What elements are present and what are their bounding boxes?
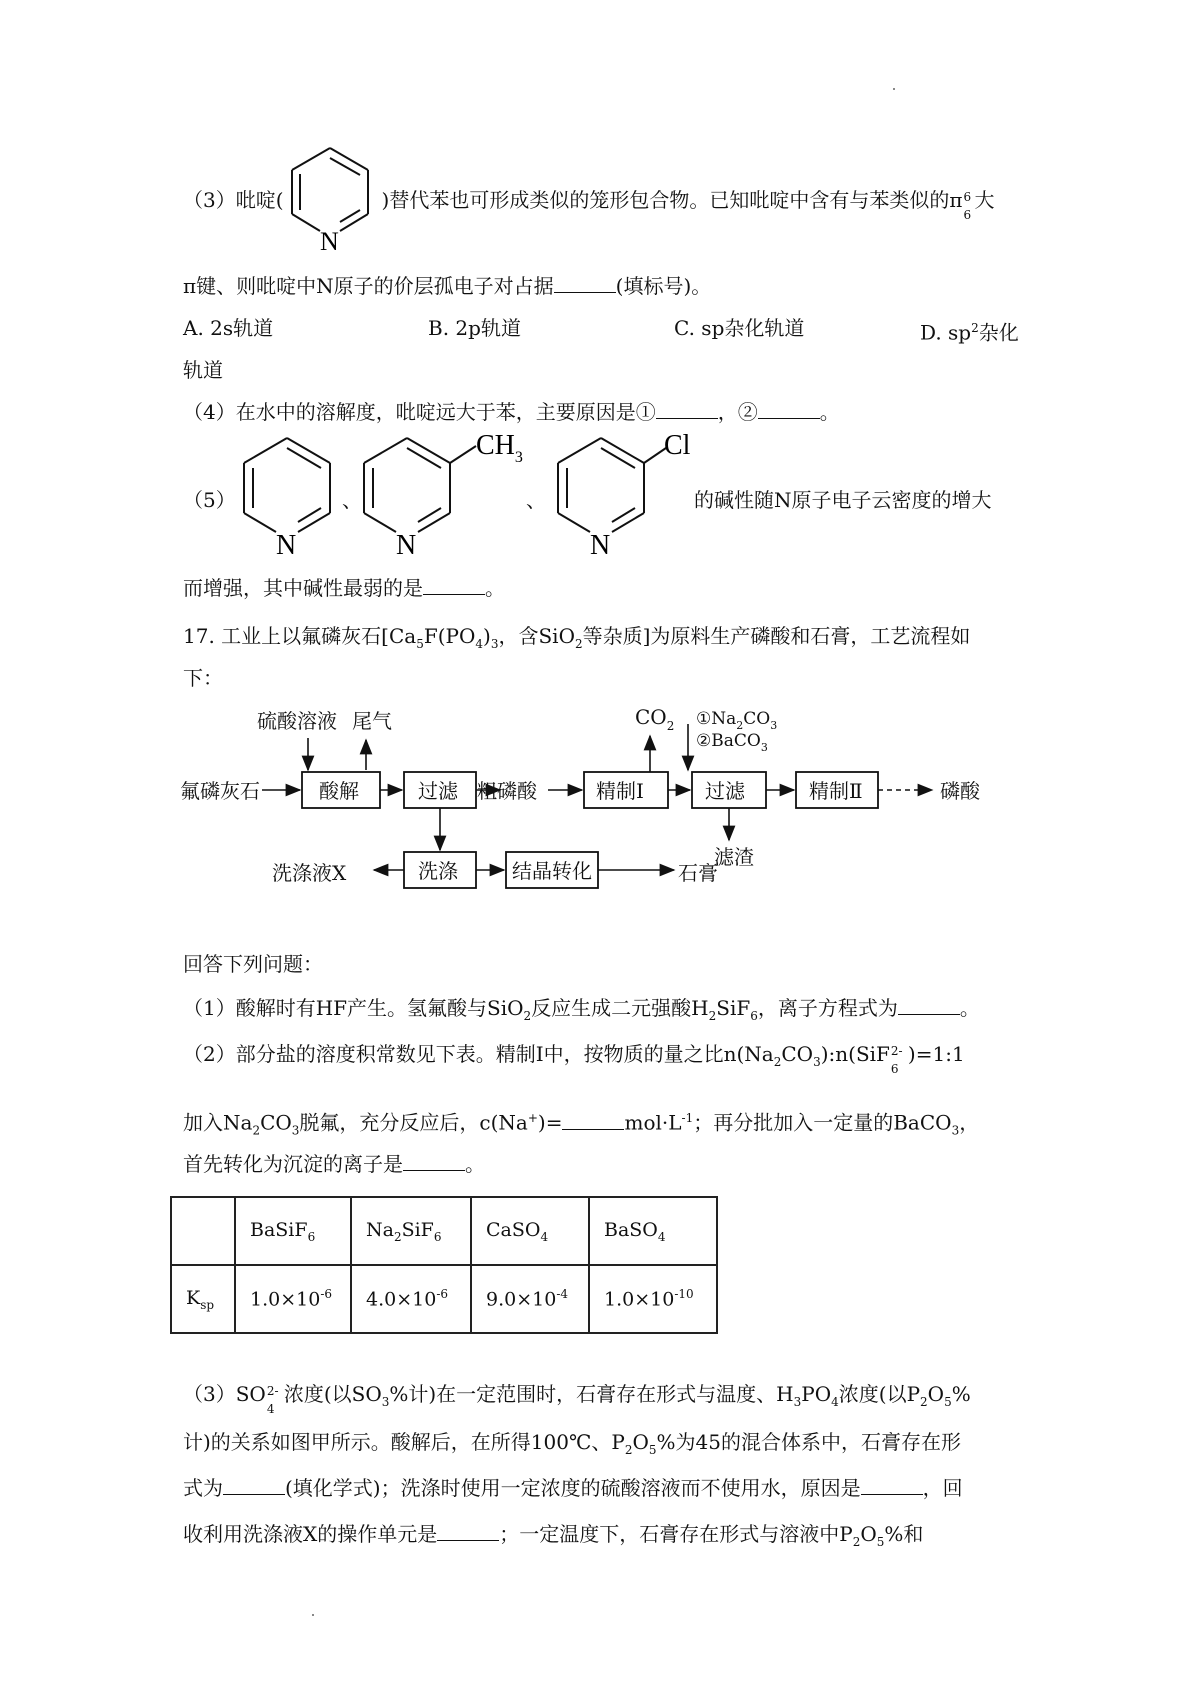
answer-blank[interactable] xyxy=(423,576,485,595)
table-cell: $4.0\times 10^{-6}$ xyxy=(351,1265,471,1333)
answer-blank[interactable] xyxy=(562,1111,624,1130)
answer-blank[interactable] xyxy=(656,400,718,419)
q3-option-c: C. sp杂化轨道 xyxy=(674,316,805,340)
scan-speck xyxy=(312,1614,314,1616)
n-atom-label: N xyxy=(396,530,417,561)
pyridine-structure-q3 xyxy=(282,140,378,260)
table-header-cell: BaSiF$_6$ xyxy=(235,1197,351,1265)
svg-text:精制Ⅰ: 精制Ⅰ xyxy=(596,779,644,803)
q17-part3-line2: 计)的关系如图甲所示。酸解后，在所得100℃、$P_2O_5\%$为45的混合体系中，石膏存在形 xyxy=(183,1430,961,1457)
tail-gas-label: 尾气 xyxy=(352,709,392,733)
reagent-2-label: ②BaCO$_3$ xyxy=(696,731,768,754)
3-chloropyridine-structure xyxy=(546,424,696,564)
q5-sep-2: 、 xyxy=(526,488,546,512)
svg-text:洗涤: 洗涤 xyxy=(418,859,458,883)
q17-intro-line2: 下： xyxy=(183,666,223,690)
crude-acid-label: 粗磷酸 xyxy=(477,779,537,803)
q3-option-a: A. 2s轨道 xyxy=(183,316,274,340)
q3-line1: （3）吡啶( )替代苯也可形成类似的笼形包合物。已知吡啶中含有与苯类似的π 6 6 大 xyxy=(183,188,995,222)
scan-speck xyxy=(893,88,895,90)
table-cell: $1.0\times 10^{-10}$ xyxy=(589,1265,717,1333)
co2-label: $CO_2$ xyxy=(635,705,675,733)
answer-blank[interactable] xyxy=(437,1522,499,1541)
table-corner-cell xyxy=(171,1197,235,1265)
q17-part3-line4: 收利用洗涤液X的操作单元是 ；一定温度下，石膏存在形式与溶液中$P_2O_5\%$和 xyxy=(183,1522,924,1549)
q3-option-d: D. $sp^2$杂化 xyxy=(920,320,1019,345)
q17-part3-line1: （3）SO 2- 4 浓度(以$SO_3\%$计)在一定范围时，石膏存在形式与温度、$H_3PO_4$浓度(以$P_2O_5\%$ xyxy=(183,1382,971,1416)
acid-input-label: 硫酸溶液 xyxy=(257,709,337,733)
table-cell: $1.0\times 10^{-6}$ xyxy=(235,1265,351,1333)
residue-label: 滤渣 xyxy=(714,845,754,869)
table-header-cell: CaSO$_4$ xyxy=(471,1197,589,1265)
table-row-label: $K_{sp}$ xyxy=(171,1265,235,1333)
3-methylpyridine-structure xyxy=(352,424,532,564)
answer-blank[interactable] xyxy=(223,1476,285,1495)
table-header-cell: BaSO$_4$ xyxy=(589,1197,717,1265)
reagent-1-label: $①Na_2CO_3$ xyxy=(696,709,778,732)
q17-part2-line2: 加入$Na_2CO_3$脱氟，充分反应后，$c(Na^+)= mol\cdot L^{-1}$；再分批加入一定量的BaCO$_3$， xyxy=(183,1110,980,1138)
product-label: 磷酸 xyxy=(940,779,980,803)
q17-part3-line3: 式为 (填化学式)；洗涤时使用一定浓度的硫酸溶液而不使用水，原因是 ，回 xyxy=(183,1476,963,1500)
n-atom-label: N xyxy=(276,530,297,561)
answer-blank[interactable] xyxy=(554,274,616,293)
table-cell: $9.0\times 10^{-4}$ xyxy=(471,1265,589,1333)
pyridine-structure-q5 xyxy=(232,430,342,564)
answer-blank[interactable] xyxy=(898,996,960,1015)
q3-option-d-cont: 轨道 xyxy=(183,358,223,382)
answer-blank[interactable] xyxy=(758,400,820,419)
q3-line2: π键、则吡啶中N原子的价层孤电子对占据 (填标号)。 xyxy=(183,274,712,298)
answer-blank[interactable] xyxy=(403,1152,465,1171)
n-atom-label: N xyxy=(590,530,611,561)
gypsum-label: 石膏 xyxy=(678,861,718,885)
cl-label: Cl xyxy=(664,430,691,461)
process-flow-diagram xyxy=(180,700,1040,890)
table-header-cell: $Na_2SiF_6$ xyxy=(351,1197,471,1265)
svg-text:结晶转化: 结晶转化 xyxy=(512,859,592,883)
q17-part1: （1）酸解时有HF产生。氢氟酸与SiO$_2$反应生成二元强酸$H_2SiF_6$，离子方程式为 。 xyxy=(183,996,980,1023)
q5-post: 的碱性随N原子电子云密度的增大 xyxy=(694,488,992,512)
q5-line2: 而增强，其中碱性最弱的是 。 xyxy=(183,576,505,600)
q17-part2-line3: 首先转化为沉淀的离子是 。 xyxy=(183,1152,485,1176)
svg-text:过滤: 过滤 xyxy=(705,779,745,803)
feed-label: 氟磷灰石 xyxy=(180,779,260,803)
n-atom-label: N xyxy=(320,227,339,256)
svg-text:酸解: 酸解 xyxy=(319,779,359,803)
q5-sep-1: 、 xyxy=(342,488,362,512)
answer-intro: 回答下列问题： xyxy=(183,952,323,976)
q4-line: （4）在水中的溶解度，吡啶远大于苯，主要原因是① ，② 。 xyxy=(183,400,840,424)
wash-liquid-label: 洗涤液X xyxy=(272,861,347,885)
table-row xyxy=(171,1265,717,1333)
ksp-table xyxy=(170,1196,718,1334)
ch3-label: $CH_3$ xyxy=(476,430,523,466)
table-header-row xyxy=(171,1197,717,1265)
svg-text:精制Ⅱ: 精制Ⅱ xyxy=(809,779,863,803)
q5-prefix: （5） xyxy=(183,488,236,512)
answer-blank[interactable] xyxy=(861,1476,923,1495)
svg-text:过滤: 过滤 xyxy=(418,779,458,803)
q3-option-b: B. 2p轨道 xyxy=(428,316,521,340)
q17-intro-line1: 17. 工业上以氟磷灰石[$Ca_5F(PO_4)_3$，含SiO$_2$等杂质]为原料生产磷酸和石膏，工艺流程如 xyxy=(183,624,971,651)
q17-part2-line1: （2）部分盐的溶度积常数见下表。精制Ⅰ中，按物质的量之比$n(Na_2CO_3):n(SiF$ 2- 6 )=1:1 xyxy=(183,1042,965,1076)
